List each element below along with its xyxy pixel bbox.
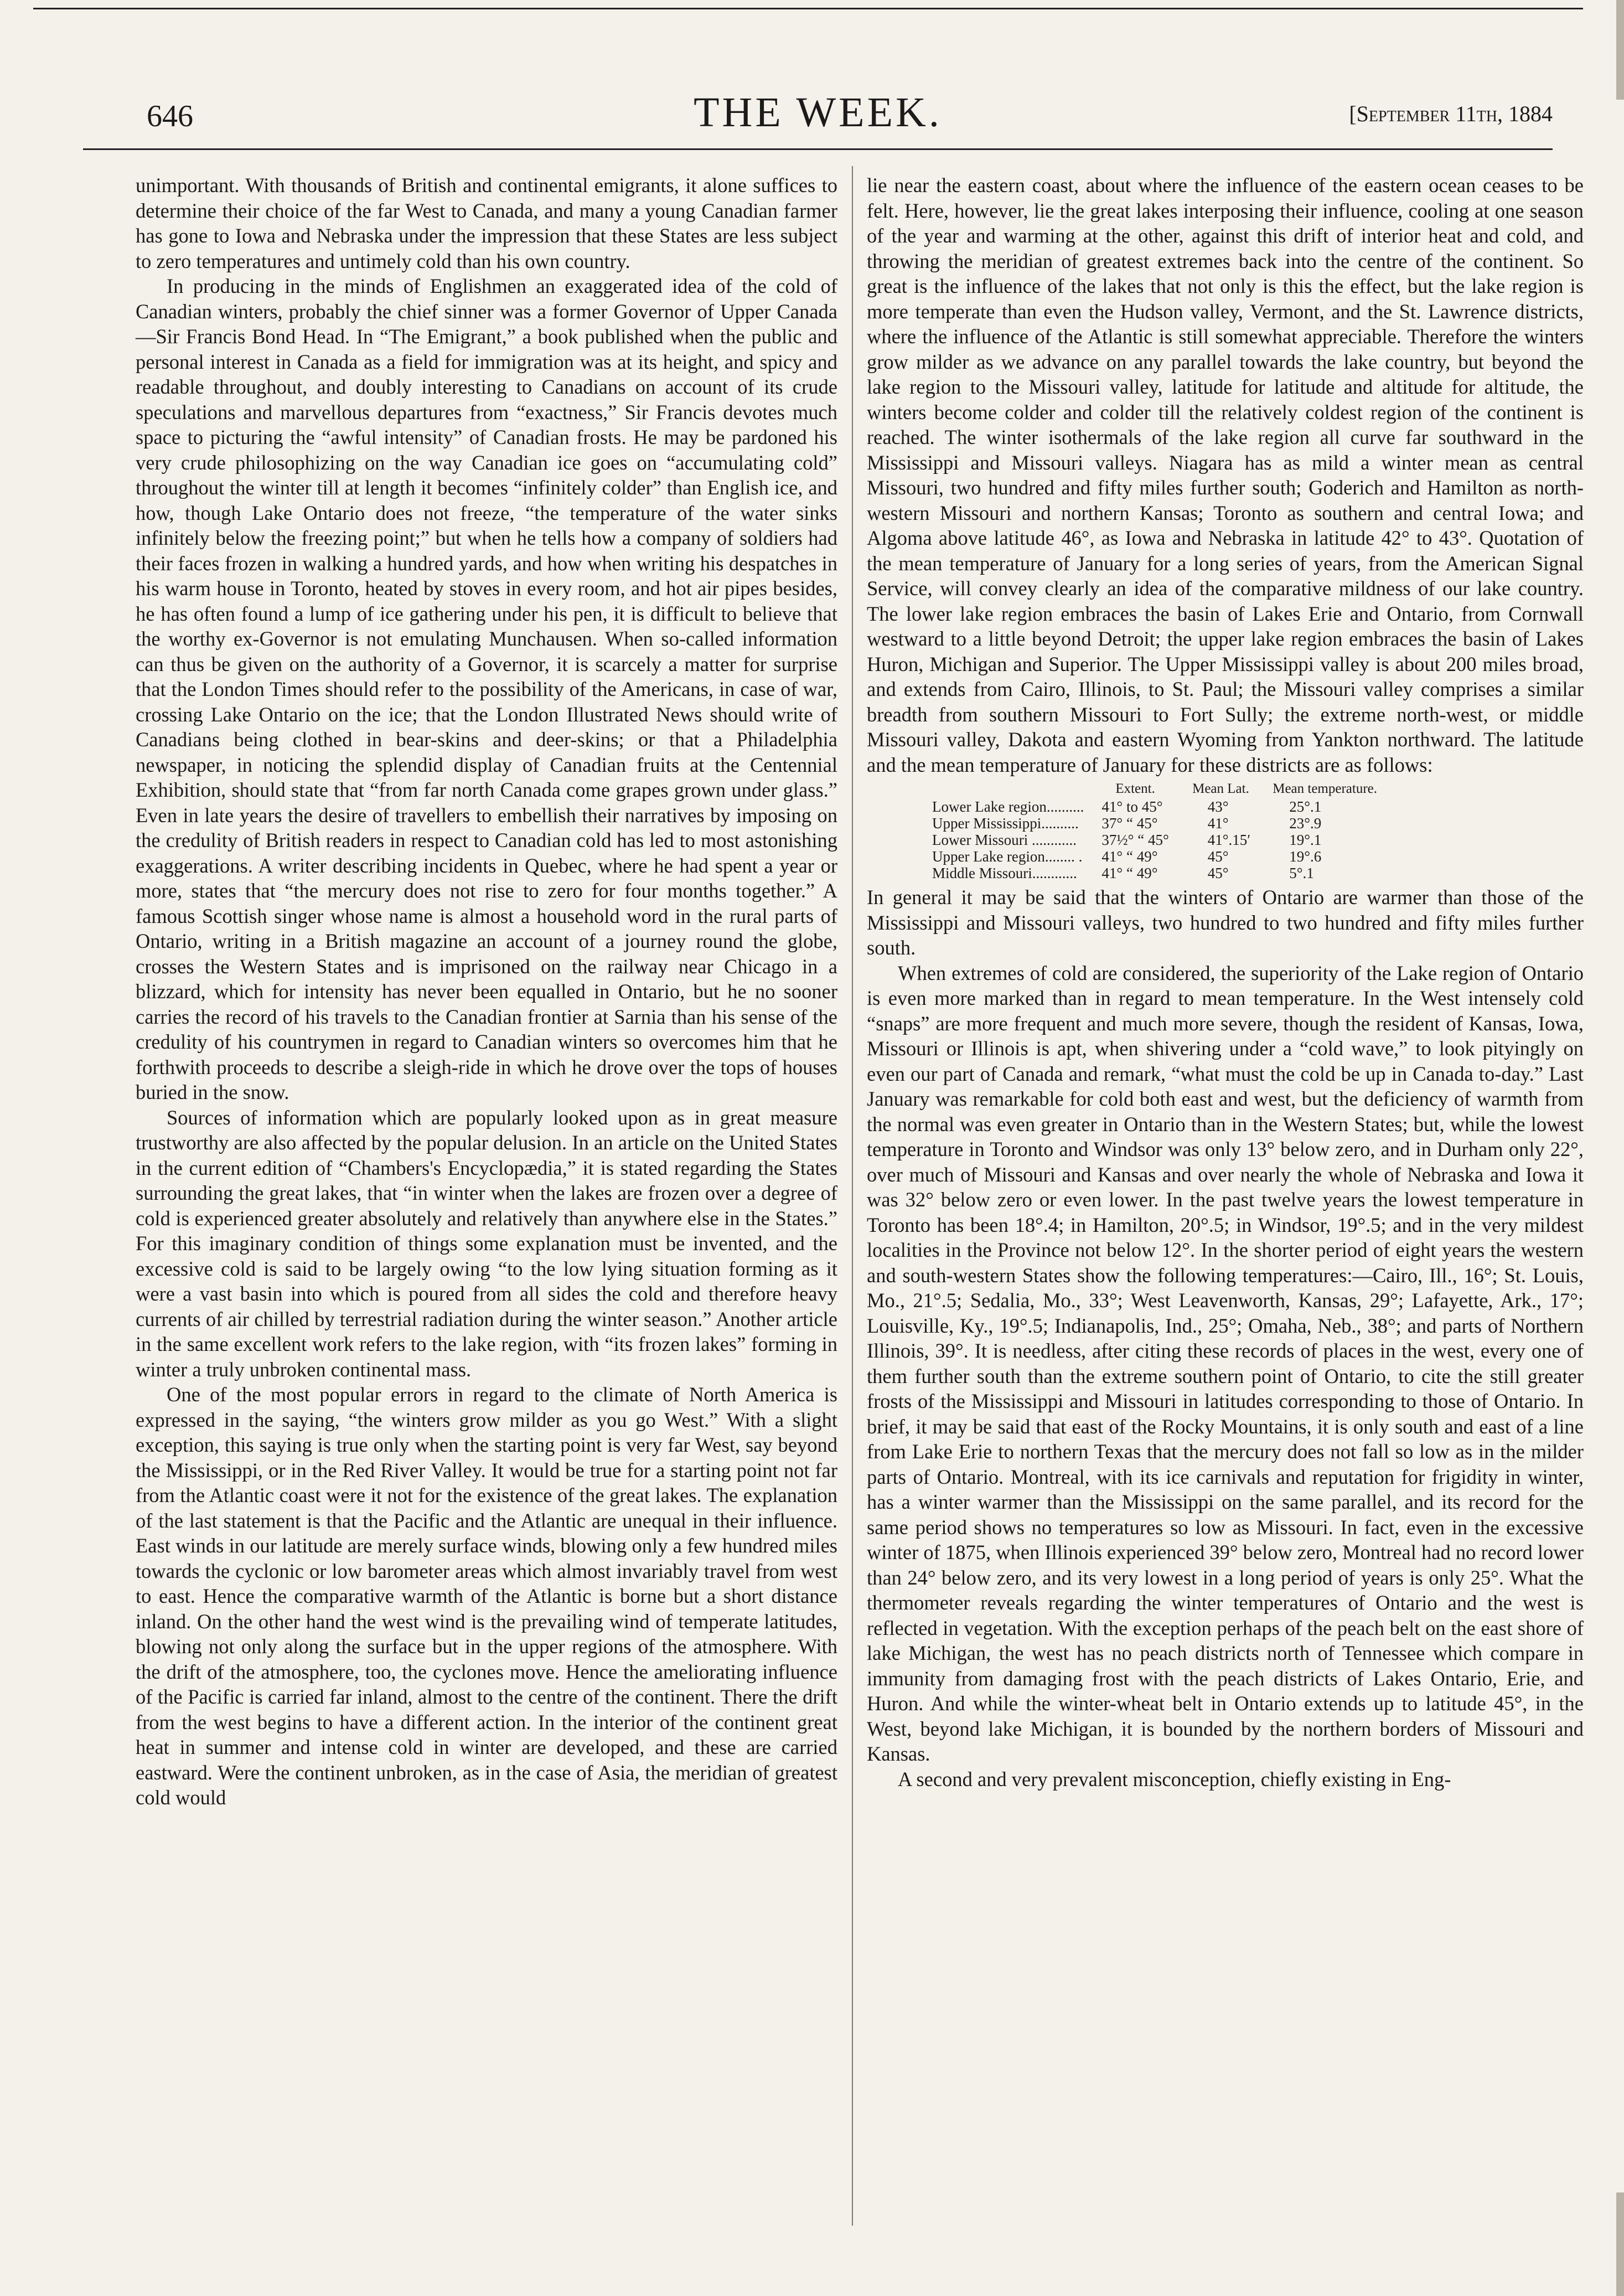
page-edge-wear bbox=[1616, 2192, 1624, 2296]
header-rule bbox=[83, 148, 1553, 150]
column-divider bbox=[852, 166, 853, 2226]
temperature-cell: 19°.1 bbox=[1289, 832, 1322, 848]
paragraph: When extremes of cold are considered, the superiority of the Lake region of Ontario is even more marked than in regard to mean temperature. In the West intensely cold “snaps” are more frequent and much more severe, though the resident of Kansas, Iowa, Missouri or Illinois is apt, when shivering under a “cold wave,” to look pityingly on even our part of Canada and remark, “what must the cold be up in Canada to-day.” Last January was remarkable for cold both east and west, but the deficiency of warmth from the normal was even greater in Ontario than in the Western States; but, while the lowest temperature in Toronto and Windsor was only 13° below zero, and in Durham only 22°, over much of Missouri and Kansas and over nearly the whole of Nebraska and Iowa it was 32° below zero or even lower. In the past twelve years the lowest temperature in Toronto has been 18°.4; in Hamilton, 20°.5; in Windsor, 19°.5; and in the very mildest localities in the Province not below 12°. In the shorter period of eight years the western and south-western States show the following temperatures:—Cairo, Ill., 16°; St. Louis, Mo., 21°.5; Sedalia, Mo., 33°; West Leavenworth, Kansas, 29°; Lafayette, Ark., 17°; Louisville, Ky., 19°.5; Indianapolis, Ind., 25°; Omaha, Neb., 38°; and parts of Northern Illinois, 39°. It is needless, after citing these records of places in the west, every one of them further south than the extreme southern point of Ontario, to cite the still greater frosts of the Mississippi and Missouri in latitudes corresponding to those of Ontario. In brief, it may be said that east of the Rocky Mountains, it is only south and east of a line from Lake Erie to northern Texas that the mercury does not fall so low as in the milder parts of Ontario. Montreal, with its ice carnivals and reputation for frigidity in winter, has a winter warmer than the Mississippi on the same parallel, and its record for the same period shows no temperatures so low as Missouri. In fact, even in the excessive winter of 1875, when Illinois experienced 39° below zero, Montreal had no record lower than 24° below zero, and its very lowest in a long period of years is only 25°. What the thermometer reveals regarding the winter temperatures of Ontario and the west is reflected in vegetation. With the exception perhaps of the peach belt on the east shore of lake Michigan, the west has no peach districts north of Tennessee which compare in immunity from damaging frost with the peach districts of Lakes Ontario, Erie, and Huron. And while the winter-wheat belt in Ontario extends up to latitude 45°, in the West, beyond lake Michigan, it is bounded by the northern borders of Missouri and Kansas. bbox=[867, 961, 1584, 1765]
region-cell: Lower Missouri ............ bbox=[932, 832, 1077, 848]
page-number: 646 bbox=[147, 99, 193, 133]
temperature-cell: 19°.6 bbox=[1289, 848, 1322, 865]
issue-date: [September 11th, 1884 bbox=[1349, 101, 1553, 126]
latitude-cell: 45° bbox=[1207, 865, 1229, 881]
paragraph: lie near the eastern coast, about where the influence of the eastern ocean ceases to be felt. Here, however, lie the great lakes interposing their influence, cooling at one season of the year and warming at the other, against this drift of interior heat and cold, and throwing the meridian of greatest extremes back into the centre of the continent. So great is the influence of the lakes that not only is this the effect, but the lake region is more temperate than even the Hudson valley, Vermont, and the St. Lawrence districts, where the influence of the Atlantic is still somewhat appreciable. Therefore the winters grow milder as we advance on any parallel towards the lake country, but beyond the lake region to the Missouri valley, latitude for latitude and altitude for altitude, the winters become colder and colder till the relatively coldest region of the continent is reached. The winter isothermals of the lake region all curve far southward in the Mississippi and Missouri valleys. Niagara has as mild a winter mean as central Missouri, two hundred and fifty miles further south; Goderich and Hamilton as north-western Missouri and northern Kansas; Toronto as southern and central Iowa; and Algoma above latitude 46°, as Iowa and Nebraska in latitude 42° to 43°. Quotation of the mean temperature of January for a long series of years, from the American Signal Service, will convey clearly an idea of the comparative mildness of our lake country. The lower lake region embraces the basin of Lakes Erie and Ontario, from Cornwall westward to a little beyond Detroit; the upper lake region embraces the basin of Lakes Huron, Michigan and Superior. The Upper Mississippi valley is about 200 miles broad, and extends from Cairo, Illinois, to St. Paul; the Missouri valley comprises a similar breadth from southern Missouri to Fort Sully; the extreme north-west, or middle Missouri valley, Dakota and eastern Wyoming from Yankton northward. The latitude and the mean temperature of January for these districts are as follows: bbox=[867, 174, 1584, 776]
page-edge-wear bbox=[1616, 0, 1624, 100]
region-cell: Upper Lake region........ . bbox=[932, 848, 1083, 865]
paragraph: A second and very prevalent misconception, chiefly existing in Eng- bbox=[898, 1767, 1451, 1791]
column-header: Mean temperature. bbox=[1273, 781, 1378, 796]
table-row bbox=[932, 815, 1388, 832]
table-row bbox=[932, 798, 1388, 815]
table-header-row bbox=[932, 781, 1388, 798]
region-cell: Middle Missouri............ bbox=[932, 865, 1077, 881]
temperature-cell: 23°.9 bbox=[1289, 815, 1322, 832]
latitude-cell: 41° bbox=[1207, 815, 1229, 832]
column-header: Mean Lat. bbox=[1192, 781, 1249, 796]
paragraph: Sources of information which are popularly looked upon as in great measure trustworthy are also affected by the popular delusion. In an article on the United States in the current edition of “Chambers's Encyclopædia,” it is stated regarding the States surrounding the great lakes, that “in winter when the lakes are frozen over a degree of cold is experienced greater absolutely and relatively than anywhere else in the States.” For this imaginary condition of things some explanation must be invented, and the excessive cold is said to be largely owing “to the low lying situation forming as it were a vast basin into which is poured from all sides the cold and therefore heavy currents of air chilled by terrestrial radiation during the winter season.” Another article in the same excellent work refers to the lake region, with “its frozen lakes” forming in winter a truly unbroken continental mass. bbox=[136, 1106, 837, 1381]
top-border-rule bbox=[33, 8, 1583, 9]
region-cell: Lower Lake region.......... bbox=[932, 798, 1084, 815]
column-header: Extent. bbox=[1115, 781, 1155, 796]
publication-title: THE WEEK. bbox=[694, 89, 942, 136]
extent-cell: 37° “ 45° bbox=[1101, 815, 1158, 832]
table-row bbox=[932, 832, 1388, 848]
latitude-cell: 41°.15′ bbox=[1207, 832, 1251, 848]
extent-cell: 41° to 45° bbox=[1101, 798, 1163, 815]
column-header bbox=[932, 781, 1090, 798]
latitude-cell: 45° bbox=[1207, 848, 1229, 865]
temperature-cell: 25°.1 bbox=[1289, 798, 1322, 815]
extent-cell: 41° “ 49° bbox=[1101, 848, 1158, 865]
paragraph: One of the most popular errors in regard to the climate of North America is expressed in the saying, “the winters grow milder as you go West.” With a slight exception, this saying is true only when the starting point is very far West, say beyond the Mississippi, or in the Red River Valley. It would be true for a starting point not far from the Atlantic coast were it not for the existence of the great lakes. The explanation of the last statement is that the Pacific and the Atlantic are unequal in their influence. East winds in our latitude are merely surface winds, blowing only a few hundred miles towards the cyclonic or low barometer areas which almost invariably travel from west to east. Hence the comparative warmth of the Atlantic is borne but a short distance inland. On the other hand the west wind is the prevailing wind of temperate latitudes, blowing not only along the surface but in the upper regions of the atmosphere. With the drift of the atmosphere, too, the cyclones move. Hence the ameliorating influence of the Pacific is carried far inland, almost to the centre of the continent. There the drift from the west begins to have a different action. In the interior of the continent great heat in summer and intense cold in winter are developed, and these are carried eastward. Were the continent unbroken, as in the case of Asia, the meridian of greatest cold would bbox=[136, 1383, 837, 1809]
latitude-cell: 43° bbox=[1207, 798, 1229, 815]
left-column bbox=[136, 173, 837, 1810]
masthead bbox=[83, 89, 1553, 144]
paragraph: In producing in the minds of Englishmen an exaggerated idea of the cold of Canadian winters, probably the chief sinner was a former Governor of Upper Canada—Sir Francis Bond Head. In “The Emigrant,” a book published when the public and personal interest in Canada as a field for immigration was at its height, and spicy and readable throughout, and doubly interesting to Canadians on account of its crude speculations and marvellous departures from “exactness,” Sir Francis devotes much space to picturing the “awful intensity” of Canadian frosts. He may be pardoned his very crude philosophizing on the way Canadian ice goes on “accumulating cold” throughout the winter till at length it becomes “infinitely colder” than English ice, and how, though Lake Ontario does not freeze, “the temperature of the water sinks infinitely below the freezing point;” but when he tells how a company of soldiers had their faces frozen in walking a hundred yards, and how when writing his despatches in his warm house in Toronto, heated by stoves in every room, and hot air pipes besides, he has often found a lump of ice gathering under his pen, it is difficult to believe that the worthy ex-Governor is not emulating Munchausen. When so-called information can thus be given on the authority of a Governor, it is scarcely a matter for surprise that the London Times should refer to the possibility of the Americans, in case of war, crossing Lake Ontario on the ice; that the London Illustrated News should write of Canadians being clothed in bear-skins and deer-skins; or that a Philadelphia newspaper, in noticing the splendid display of Canadian fruits at the Centennial Exhibition, should state that “from far north Canada come grapes grown under glass.” Even in late years the desire of travellers to embellish their narratives by imposing on the credulity of British readers in respect to Canadian cold has led to most astonishing exaggerations. A writer describing incidents in Quebec, where he had spent a year or more, states that “the mercury does not rise to zero for four months together.” A famous Scottish singer whose name is almost a household word in the rural parts of Ontario, writing in a British magazine an account of a journey round the globe, crosses the Western States and is imprisoned on the railway near Chicago in a blizzard, which for intensity has never been equalled in Ontario, but he no sooner carries the record of his travels to the Canadian frontier at Sarnia than his sense of the credulity of his countrymen in regard to Canadian winters so overcomes him that he forthwith proceeds to describe a sleigh-ride in which he drove over the tops of houses buried in the snow. bbox=[136, 275, 837, 1103]
temperature-cell: 5°.1 bbox=[1289, 865, 1314, 881]
extent-cell: 37½° “ 45° bbox=[1101, 832, 1169, 848]
paragraph: unimportant. With thousands of British and continental emigrants, it alone suffices to determine their choice of the far West to Canada, and many a young Canadian farmer has gone to Iowa and Nebraska under the impression that these States are less subject to zero temperatures and untimely cold than his own country. bbox=[136, 174, 837, 272]
january-temperature-table bbox=[932, 781, 1388, 881]
right-column bbox=[867, 173, 1584, 1792]
table-row bbox=[932, 865, 1388, 881]
paragraph: In general it may be said that the winters of Ontario are warmer than those of the Mississippi and Missouri valleys, two hundred to two hundred and fifty miles further south. bbox=[867, 886, 1584, 959]
extent-cell: 41° “ 49° bbox=[1101, 865, 1158, 881]
table-row bbox=[932, 848, 1388, 865]
region-cell: Upper Mississippi.......... bbox=[932, 815, 1079, 832]
